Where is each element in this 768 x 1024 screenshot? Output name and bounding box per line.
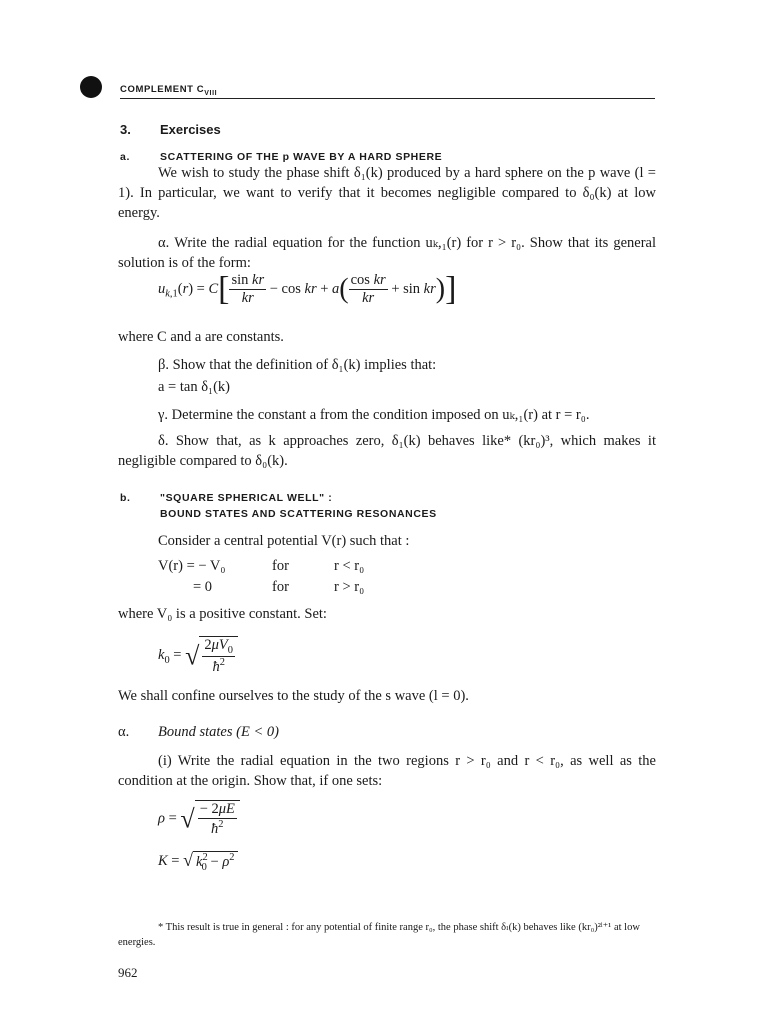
header-rule xyxy=(120,98,655,99)
potential-row2-condition: r > r₀ xyxy=(334,579,365,595)
rho-equation: ρ = √ $\frac{- 2\mu E}{ħ^2}$ xyxy=(158,800,240,838)
footnote: * This result is true in general : for any potential of finite range r₀, the phase shift δₗ(k) behaves like (kr₀)²ˡ⁺¹ at low energies. xyxy=(118,922,640,948)
potential-row2-for: for xyxy=(272,579,289,595)
part-b-item-i: (i) Write the radial equation in the two regions r > r₀ and r < r₀, as well as the condition at the origin. Show that, if one sets: xyxy=(118,753,656,789)
part-a-title: SCATTERING OF THE p WAVE BY A HARD SPHERE xyxy=(160,151,443,163)
part-a-intro: We wish to study the phase shift δ₁(k) produced by a hard sphere on the p wave (l = 1). In particular, we want to verify that it becomes negligible compared to δ₀(k) at low energy. xyxy=(118,165,656,221)
part-b-title-line2: BOUND STATES AND SCATTERING RESONANCES xyxy=(160,508,437,520)
K-equation: K = √ $k^2_0 - \rho^2$ xyxy=(158,850,238,873)
part-b-where-v0: where V₀ is a positive constant. Set: xyxy=(118,606,327,622)
general-solution-equation: $u_{k,1}(r) = C$[ $\frac{\text{sin kr}}{kr}$ − cos kr + a( $\frac{\text{cos kr}}{kr}$ + sin kr)] xyxy=(158,270,457,308)
running-head: COMPLEMENT $C_{VIII}$ xyxy=(120,84,218,97)
potential-row1-condition: r < r₀ xyxy=(334,558,365,574)
part-b-alpha-title: Bound states (E < 0) xyxy=(158,724,279,740)
section-number: 3. xyxy=(120,122,131,137)
part-b-letter: b. xyxy=(120,492,131,504)
part-b-confine: We shall confine ourselves to the study of the s wave (l = 0). xyxy=(118,688,469,704)
part-a-gamma: γ. Determine the constant a from the condition imposed on uₖ,₁(r) at r = r₀. xyxy=(158,407,590,423)
part-a-beta-equation: a = tan δ₁(k) xyxy=(158,379,230,395)
section-title: Exercises xyxy=(160,122,221,137)
part-a-beta: β. Show that the definition of δ₁(k) implies that: xyxy=(158,357,437,373)
part-b-title-line1: "SQUARE SPHERICAL WELL" : xyxy=(160,492,333,504)
potential-row1-lhs: V(r) = − V₀ xyxy=(158,558,226,574)
part-a-where-constants: where C and a are constants. xyxy=(118,329,284,345)
part-b-alpha-label: α. xyxy=(118,724,130,740)
part-a-letter: a. xyxy=(120,151,130,163)
part-a-delta: δ. Show that, as k approaches zero, δ₁(k) behaves like* (kr₀)³, which makes it negligible compared to δ₀(k). xyxy=(118,433,656,469)
section-bullet-icon xyxy=(80,76,102,98)
part-a-alpha: α. Write the radial equation for the function uₖ,₁(r) for r > r₀. Show that its general solution is of the form: xyxy=(118,235,656,271)
part-b-intro: Consider a central potential V(r) such that : xyxy=(158,533,410,549)
potential-row2-lhs: = 0 xyxy=(193,579,213,595)
k0-equation: $k_0$ = √ $\frac{2\mu V_0}{ħ^2}$ xyxy=(158,636,238,676)
page-number: 962 xyxy=(118,965,138,980)
potential-row1-for: for xyxy=(272,558,289,574)
